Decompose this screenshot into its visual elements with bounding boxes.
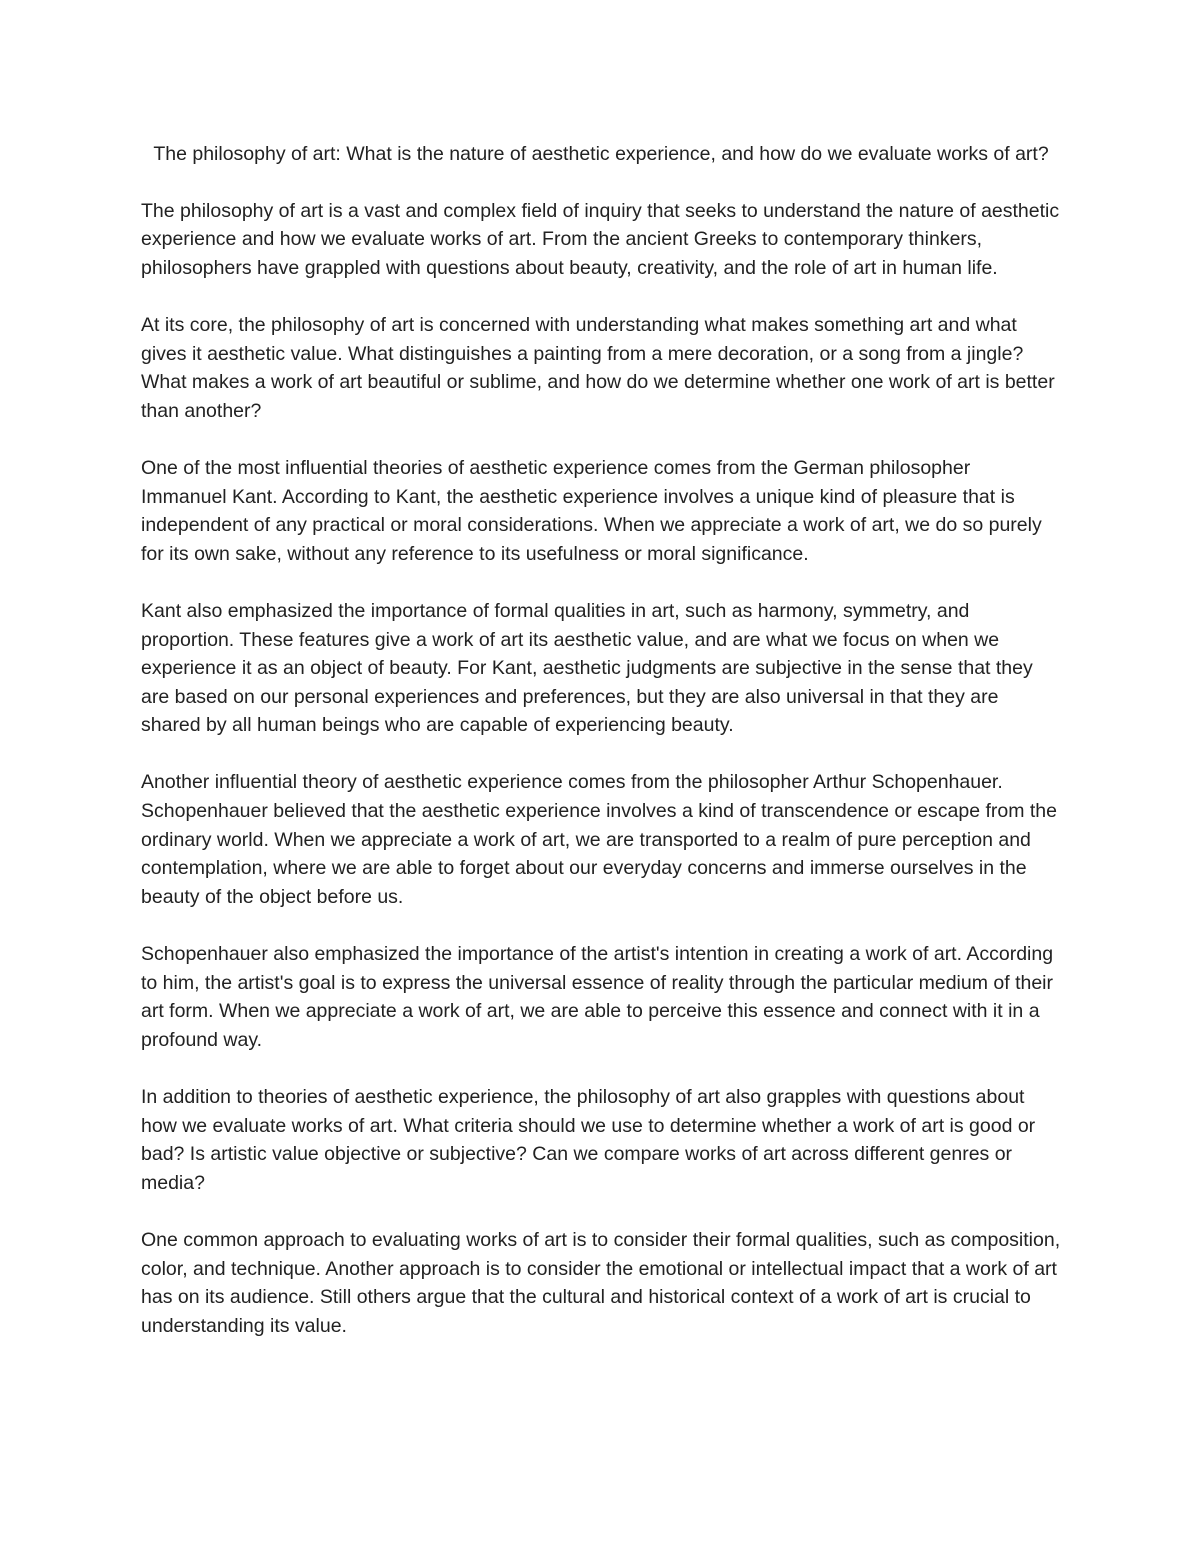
document-page <box>141 140 1061 1340</box>
paragraph: Schopenhauer also emphasized the importance of the artist's intention in creating a work of art. According to him, the artist's goal is to express the universal essence of reality through the particular medium of their art form. When we appreciate a work of art, we are able to perceive this essence and connect with it in a profound way. <box>141 943 1054 1051</box>
page-title: The philosophy of art: What is the nature of aesthetic experience, and how do we evaluate works of art? <box>153 143 1049 165</box>
paragraph: At its core, the philosophy of art is concerned with understanding what makes something art and what gives it aesthetic value. What distinguishes a painting from a mere decoration, or a song from a jingle? What makes a work of art beautiful or sublime, and how do we determine whether one work of art is better than another? <box>141 313 1055 422</box>
paragraph: Kant also emphasized the importance of formal qualities in art, such as harmony, symmetry, and proportion. These features give a work of art its aesthetic value, and are what we focus on when we experience it as an object of beauty. For Kant, aesthetic judgments are subjective in the sense that they are based on our personal experiences and preferences, but they are also universal in that they are shared by all human beings who are capable of experiencing beauty. <box>141 599 1033 737</box>
paragraph: The philosophy of art is a vast and complex field of inquiry that seeks to understand the nature of aesthetic experience and how we evaluate works of art. From the ancient Greeks to contemporary thinkers, philosophers have grappled with questions about beauty, creativity, and the role of art in human life. <box>141 199 1060 279</box>
paragraph: One of the most influential theories of aesthetic experience comes from the German philosopher Immanuel Kant. According to Kant, the aesthetic experience involves a unique kind of pleasure that is independent of any practical or moral considerations. When we appreciate a work of art, we do so purely for its own sake, without any reference to its usefulness or moral significance. <box>141 456 1042 565</box>
paragraph: Another influential theory of aesthetic experience comes from the philosopher Arthur Schopenhauer. Schopenhauer believed that the aesthetic experience involves a kind of transcendence or escape from the ordinary world. When we appreciate a work of art, we are transported to a realm of pure perception and contemplation, where we are able to forget about our everyday concerns and immerse ourselves in the beauty of the object before us. <box>141 771 1057 908</box>
paragraph: One common approach to evaluating works of art is to consider their formal qualities, such as composition, color, and technique. Another approach is to consider the emotional or intellectual impact that a work of art has on its audience. Still others argue that the cultural and historical context of a work of art is crucial to understanding its value. <box>141 1228 1061 1337</box>
paragraph: In addition to theories of aesthetic experience, the philosophy of art also grapples with questions about how we evaluate works of art. What criteria should we use to determine whether a work of art is good or bad? Is artistic value objective or subjective? Can we compare works of art across different genres or media? <box>141 1086 1036 1194</box>
